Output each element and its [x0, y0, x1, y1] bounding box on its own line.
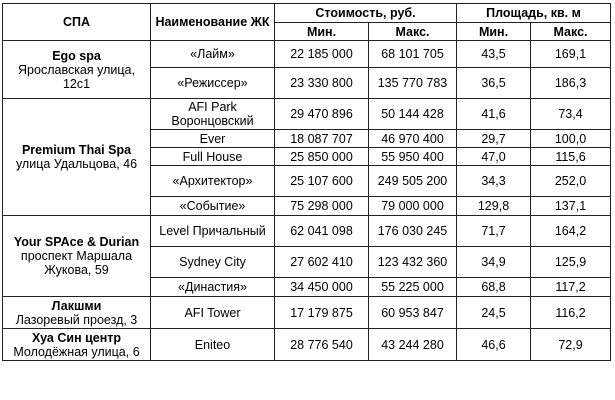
- complex-cell: Ever: [151, 130, 275, 148]
- table-row: [3, 41, 611, 68]
- complex-cell: «Лайм»: [151, 41, 275, 68]
- cost-min-cell: 25 107 600: [275, 166, 369, 197]
- cost-min-cell: 62 041 098: [275, 216, 369, 247]
- complex-cell: AFI Tower: [151, 297, 275, 329]
- area-min-cell: 47,0: [457, 148, 531, 166]
- spa-cell: [3, 41, 151, 99]
- area-max-cell: 164,2: [531, 216, 611, 247]
- area-min-cell: 34,3: [457, 166, 531, 197]
- area-max-cell: 186,3: [531, 68, 611, 99]
- cost-max-cell: 123 432 360: [369, 247, 457, 278]
- cost-max-cell: 43 244 280: [369, 329, 457, 361]
- area-max-cell: 125,9: [531, 247, 611, 278]
- cost-min-cell: 29 470 896: [275, 99, 369, 130]
- cost-max-cell: 60 953 847: [369, 297, 457, 329]
- spa-address: Молодёжная улица, 6: [13, 344, 140, 359]
- complex-cell: AFI Park Воронцовский: [151, 99, 275, 130]
- table-row: [3, 216, 611, 247]
- table-row: [3, 297, 611, 329]
- cost-min-cell: 17 179 875: [275, 297, 369, 329]
- area-min-cell: 46,6: [457, 329, 531, 361]
- area-max-cell: 73,4: [531, 99, 611, 130]
- spa-cell: [3, 329, 151, 361]
- cost-max-cell: 46 970 400: [369, 130, 457, 148]
- spa-name: Хуа Син центр: [31, 330, 122, 345]
- area-min-cell: 36,5: [457, 68, 531, 99]
- header-area-min: Мин.: [457, 23, 531, 41]
- cost-min-cell: 25 850 000: [275, 148, 369, 166]
- header-area: Площадь, кв. м: [457, 4, 611, 23]
- area-min-cell: 34,9: [457, 247, 531, 278]
- cost-max-cell: 249 505 200: [369, 166, 457, 197]
- complex-cell: Sydney City: [151, 247, 275, 278]
- area-max-cell: 252,0: [531, 166, 611, 197]
- area-min-cell: 29,7: [457, 130, 531, 148]
- table-header: [3, 4, 611, 41]
- spa-name: Лакшми: [51, 298, 102, 313]
- cost-max-cell: 55 225 000: [369, 278, 457, 297]
- area-max-cell: 100,0: [531, 130, 611, 148]
- spa-address: Ярославская улица, 12с1: [18, 62, 135, 91]
- spa-name: Your SPAce & Durian: [13, 235, 140, 249]
- spa-name: Ego spa: [52, 48, 101, 63]
- cost-min-cell: 28 776 540: [275, 329, 369, 361]
- cost-min-cell: 75 298 000: [275, 197, 369, 216]
- area-min-cell: 41,6: [457, 99, 531, 130]
- cost-min-cell: 27 602 410: [275, 247, 369, 278]
- table-row: [3, 99, 611, 130]
- complex-cell: «Режиссер»: [151, 68, 275, 99]
- header-complex: Наименование ЖК: [151, 4, 275, 41]
- complex-cell: «Династия»: [151, 278, 275, 297]
- area-max-cell: 137,1: [531, 197, 611, 216]
- complex-cell: «Событие»: [151, 197, 275, 216]
- spa-address: проспект Маршала Жукова, 59: [20, 249, 133, 277]
- cost-max-cell: 50 144 428: [369, 99, 457, 130]
- complex-cell: Eniteo: [151, 329, 275, 361]
- area-max-cell: 115,6: [531, 148, 611, 166]
- spa-cell: [3, 216, 151, 297]
- area-max-cell: 116,2: [531, 297, 611, 329]
- spa-address: улица Удальцова, 46: [15, 157, 138, 171]
- cost-max-cell: 68 101 705: [369, 41, 457, 68]
- cost-max-cell: 176 030 245: [369, 216, 457, 247]
- header-cost-max: Макс.: [369, 23, 457, 41]
- cost-max-cell: 55 950 400: [369, 148, 457, 166]
- area-min-cell: 24,5: [457, 297, 531, 329]
- area-max-cell: 169,1: [531, 41, 611, 68]
- spa-cell: [3, 297, 151, 329]
- header-cost: Стоимость, руб.: [275, 4, 457, 23]
- cost-min-cell: 34 450 000: [275, 278, 369, 297]
- area-min-cell: 71,7: [457, 216, 531, 247]
- cost-min-cell: 23 330 800: [275, 68, 369, 99]
- table-row: [3, 329, 611, 361]
- spa-address: Лазоревый проезд, 3: [15, 312, 138, 327]
- table-body: [3, 41, 611, 361]
- spa-cell: [3, 99, 151, 216]
- area-max-cell: 72,9: [531, 329, 611, 361]
- area-max-cell: 117,2: [531, 278, 611, 297]
- cost-min-cell: 18 087 707: [275, 130, 369, 148]
- complex-cell: Full House: [151, 148, 275, 166]
- complex-cell: Level Причальный: [151, 216, 275, 247]
- area-min-cell: 68,8: [457, 278, 531, 297]
- header-spa: СПА: [3, 4, 151, 41]
- header-area-max: Макс.: [531, 23, 611, 41]
- area-min-cell: 43,5: [457, 41, 531, 68]
- cost-max-cell: 135 770 783: [369, 68, 457, 99]
- spa-name: Premium Thai Spa: [21, 143, 132, 157]
- spa-table: [2, 3, 611, 361]
- area-min-cell: 129,8: [457, 197, 531, 216]
- cost-min-cell: 22 185 000: [275, 41, 369, 68]
- header-cost-min: Мин.: [275, 23, 369, 41]
- complex-cell: «Архитектор»: [151, 166, 275, 197]
- cost-max-cell: 79 000 000: [369, 197, 457, 216]
